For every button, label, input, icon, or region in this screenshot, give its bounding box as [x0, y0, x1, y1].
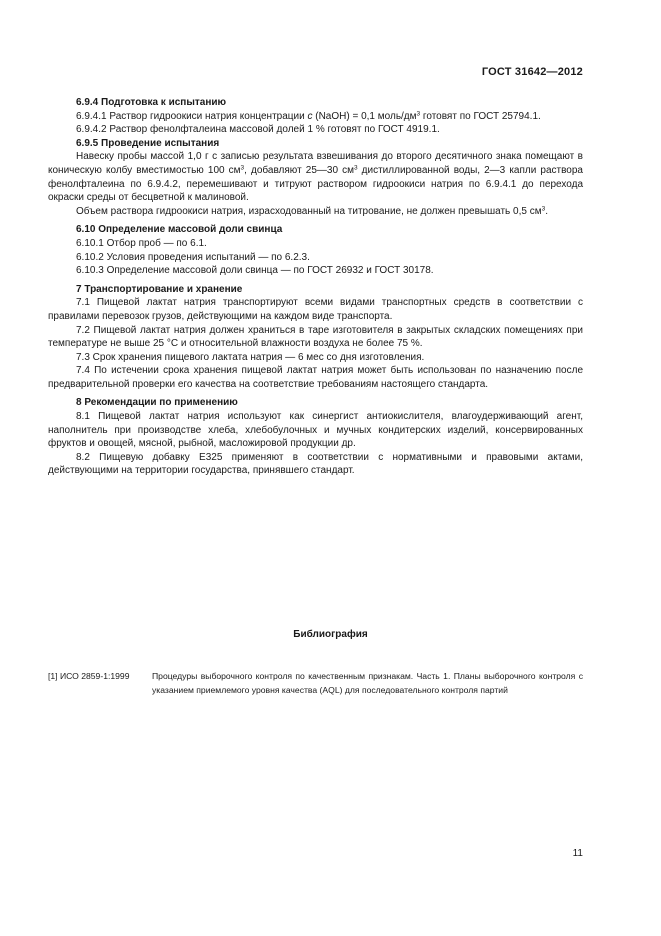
section-6-10-heading: 6.10 Определение массовой доли свинца [76, 224, 283, 236]
page-number: 11 [572, 848, 583, 859]
paragraph-6-10-2: 6.10.2 Условия проведения испытаний — по 6.2.3. [76, 251, 310, 263]
paragraph-6-9-4-2: 6.9.4.2 Раствор фенолфталеина массовой долей 1 % готовят по ГОСТ 4919.1. [76, 124, 440, 136]
paragraph-7-4: 7.4 По истечении срока хранения пищевой лактат натрия может быть использован по назначению после предварительной проверки его качества на соответствие требованиям настоящего стандарта. [48, 365, 583, 390]
paragraph-7-2: 7.2 Пищевой лактат натрия должен храниться в таре изготовителя в закрытых складских помещениях при температуре не выше 25 °С и относительной влажности воздуха не более 75 %. [48, 324, 583, 350]
paragraph-7-1: 7.1 Пищевой лактат натрия транспортируют всеми видами транспортных средств в соответствии с правилами перевозок грузов, действующими на каждом виде транспорта. [48, 297, 583, 322]
section-6-9-5-heading: 6.9.5 Проведение испытания [76, 137, 220, 149]
bibliography-text: Процедуры выборочного контроля по качественным признакам. Часть 1. Планы выборочного контроля с указанием приемлемого уровня качества (AQL) для последовательного контроля партий [152, 671, 583, 695]
paragraph-8-1: 8.1 Пищевой лактат натрия используют как синергист антиокислителя, влагоудерживающий агент, наполнитель при производстве хлеба, хлебобулочных и мучных кондитерских изделий, консервированных фруктов и овощей, мясной, рыбной, масложировой продукции др. [48, 411, 583, 450]
section-7-heading: 7 Транспортирование и хранение [76, 283, 243, 295]
standard-designation: ГОСТ 31642—2012 [481, 66, 583, 78]
paragraph-8-2: 8.2 Пищевую добавку Е325 применяют в соответствии с нормативными и правовыми актами, действующими на территории государства, принявшего стандарт. [48, 451, 583, 477]
bibliography-ref: [1] ИСО 2859-1:1999 [48, 671, 130, 681]
section-8-heading: 8 Рекомендации по применению [76, 397, 238, 409]
paragraph-6-10-3: 6.10.3 Определение массовой доли свинца — по ГОСТ 26932 и ГОСТ 30178. [76, 265, 434, 277]
paragraph-6-9-5-volume: Объем раствора гидроокиси натрия, израсходованный на титрование, не должен превышать 0,5 $см^3$. [76, 205, 549, 217]
paragraph-6-9-4-1: 6.9.4.1 Раствор гидроокиси натрия концентрации c (NaOH) = 0,1 моль/$дм^3$ готовят по ГОСТ 25794.1. [76, 110, 541, 122]
paragraph-7-3: 7.3 Срок хранения пищевого лактата натрия — 6 мес со дня изготовления. [76, 351, 425, 363]
section-6-9-4-heading: 6.9.4 Подготовка к испытанию [76, 97, 227, 108]
document-body [48, 96, 583, 478]
paragraph-6-9-5-procedure: Навеску пробы массой 1,0 г с записью результата взвешивания до второго десятичного знака помещают в коническую колбу вместимостью 100 $см^3$, добавляют 25—30 $см^3$ дистиллированной воды, 2—3 капли раствора фенолфталеина по 6.9.4.2, перемешивают и титруют раствором гидроокиси натрия по 6.9.4.1 до перехода окраски среды от бесцветной к малиновой. [48, 151, 583, 204]
bibliography-heading: Библиография [293, 629, 368, 640]
bibliography-entry [48, 669, 583, 697]
paragraph-6-10-1: 6.10.1 Отбор проб — по 6.1. [76, 237, 207, 249]
